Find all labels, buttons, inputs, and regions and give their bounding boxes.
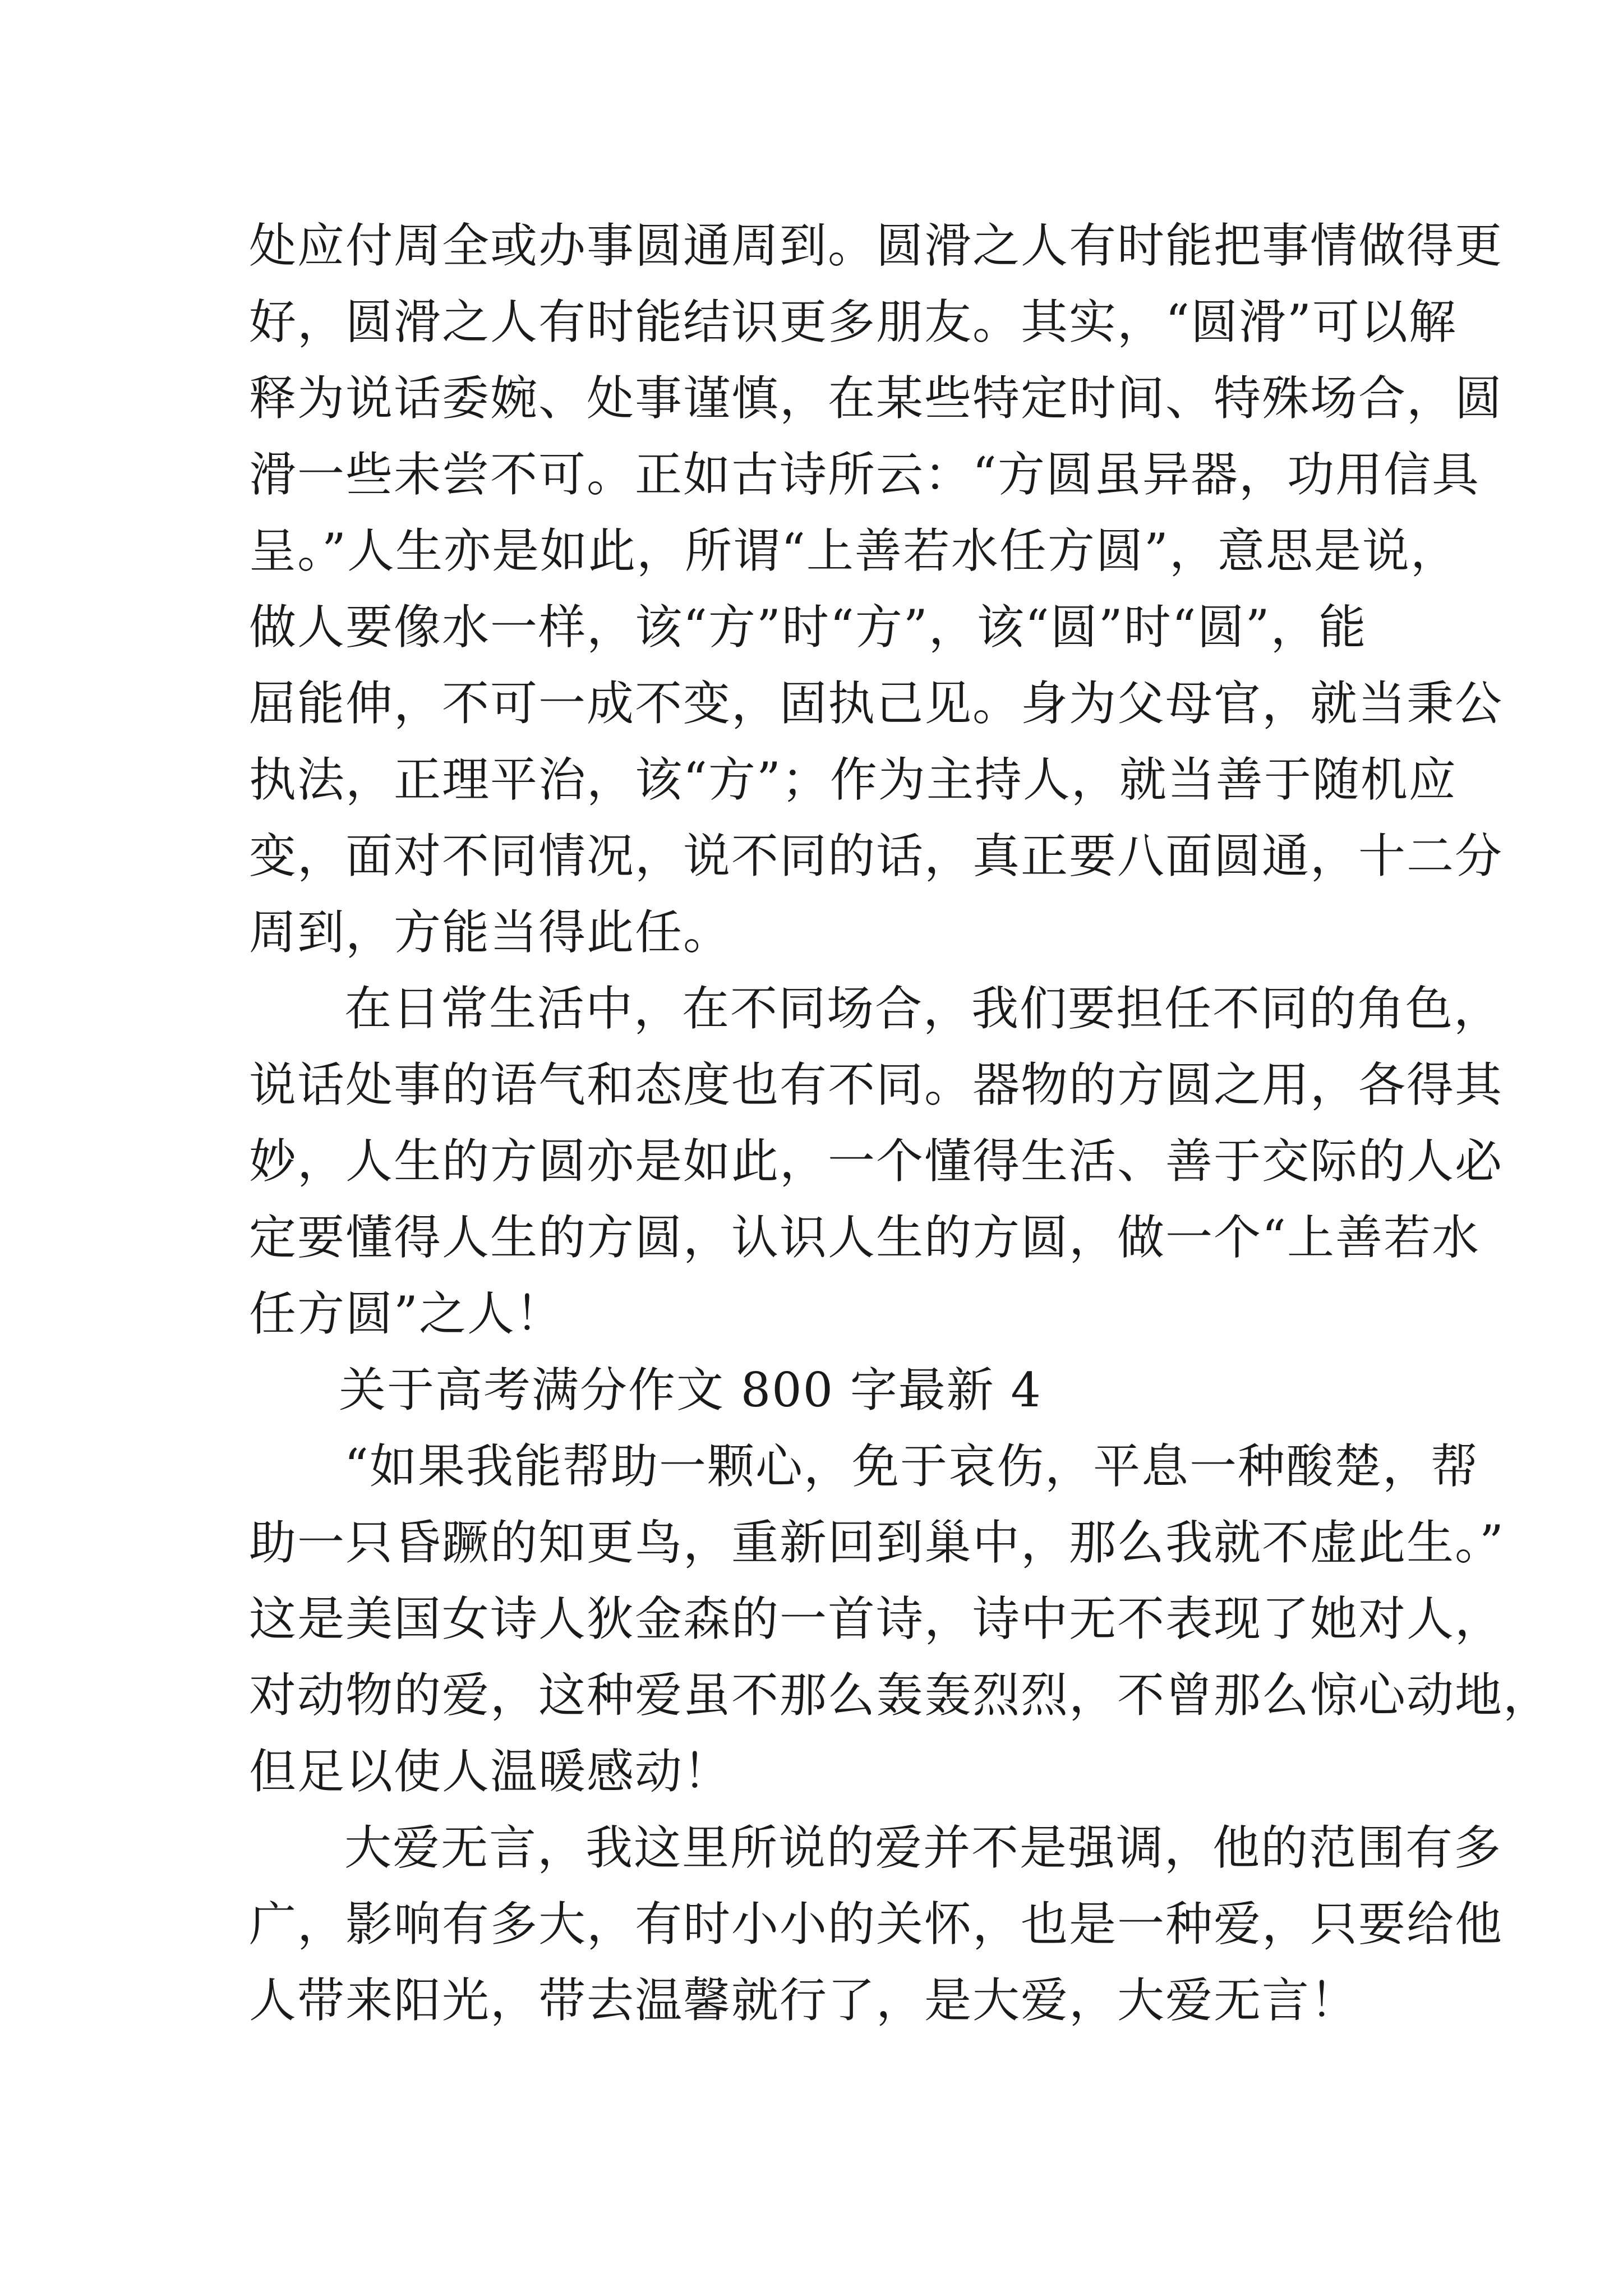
text-line: 人带来阳光，带去温馨就行了，是大爱，大爱无言！ (249, 1973, 1359, 2028)
document-body (249, 208, 1552, 2039)
section-heading: 关于高考满分作文 800 字最新 4 (339, 1363, 1042, 1418)
text-line: 任方圆”之人！ (249, 1286, 564, 1341)
text-line: 说话处事的语气和态度也有不同。器物的方圆之用，各得其 (249, 1057, 1504, 1112)
text-line: “如果我能帮助一颗心，免于哀伤，平息一种酸楚，帮 (344, 1439, 1479, 1494)
text-line: 但足以使人温暖感动！ (249, 1744, 732, 1799)
text-line: 大爱无言，我这里所说的爱并不是强调，他的范围有多 (344, 1820, 1502, 1875)
text-line: 处应付周全或办事圆通周到。圆滑之人有时能把事情做得更 (249, 218, 1504, 273)
text-line: 广，影响有多大，有时小小的关怀，也是一种爱，只要给他 (249, 1897, 1504, 1952)
text-line: 呈。”人生亦是如此，所谓“上善若水任方圆”，意思是说， (249, 523, 1459, 578)
text-line: 对动物的爱，这种爱虽不那么轰轰烈烈，不曾那么惊心动地， (249, 1668, 1552, 1723)
text-line: 在日常生活中，在不同场合，我们要担任不同的角色， (344, 981, 1502, 1036)
text-line: 好，圆滑之人有时能结识更多朋友。其实，“圆滑”可以解 (249, 295, 1457, 349)
text-line: 变，面对不同情况，说不同的话，真正要八面圆通，十二分 (249, 829, 1504, 884)
text-line: 定要懂得人生的方圆，认识人生的方圆，做一个“上善若水 (249, 1210, 1480, 1265)
text-line: 执法，正理平治，该“方”；作为主持人，就当善于随机应 (249, 752, 1457, 807)
text-line: 屈能伸，不可一成不变，固执己见。身为父母官，就当秉公 (249, 676, 1504, 731)
text-line: 周到，方能当得此任。 (249, 905, 732, 960)
text-line: 妙，人生的方圆亦是如此，一个懂得生活、善于交际的人必 (249, 1134, 1504, 1189)
text-line: 做人要像水一样，该“方”时“方”，该“圆”时“圆”，能 (249, 600, 1367, 655)
text-line: 助一只昏蹶的知更鸟，重新回到巢中，那么我就不虚此生。” (249, 1515, 1505, 1570)
text-line: 这是美国女诗人狄金森的一首诗，诗中无不表现了她对人， (249, 1591, 1504, 1646)
text-line: 滑一些未尝不可。正如古诗所云：“方圆虽异器，功用信具 (249, 447, 1480, 502)
text-line: 释为说话委婉、处事谨慎，在某些特定时间、特殊场合，圆 (249, 371, 1504, 426)
